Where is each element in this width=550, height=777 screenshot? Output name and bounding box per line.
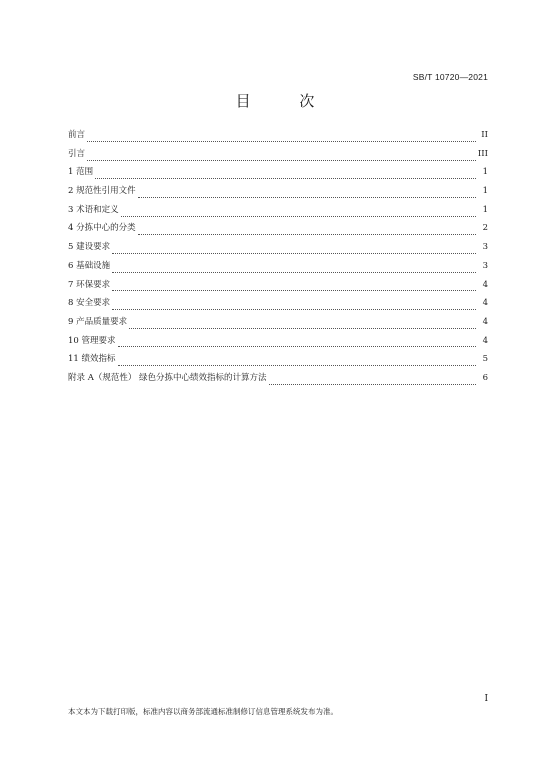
toc-entry-page: II bbox=[481, 130, 488, 140]
toc-leader-dots bbox=[138, 228, 476, 235]
toc-leader-dots bbox=[112, 284, 476, 291]
toc-entry-label: 引言 bbox=[68, 148, 86, 159]
toc-entry-label: 7 环保要求 bbox=[68, 279, 111, 290]
toc-entry-label: 3 术语和定义 bbox=[68, 204, 119, 215]
page-title: 目 次 bbox=[235, 92, 337, 110]
toc-leader-dots bbox=[87, 154, 476, 161]
toc-entry-page: 1 bbox=[482, 167, 488, 178]
toc-entry-label: 附录 A（规范性） 绿色分拣中心绩效指标的计算方法 bbox=[68, 372, 267, 383]
toc-entry-label: 前言 bbox=[68, 130, 86, 140]
toc-entry-page: 3 bbox=[482, 242, 488, 253]
toc-entry-page: 3 bbox=[482, 260, 488, 271]
toc-entry-page: 4 bbox=[482, 298, 488, 309]
toc-entry[interactable] bbox=[68, 371, 488, 390]
toc-leader-dots bbox=[112, 303, 476, 310]
toc-leader-dots bbox=[118, 359, 476, 366]
toc-entry[interactable] bbox=[68, 221, 488, 240]
toc-entry[interactable] bbox=[68, 259, 488, 278]
toc-entry[interactable] bbox=[68, 278, 488, 297]
toc-entry-page: 1 bbox=[482, 186, 488, 197]
toc-leader-dots bbox=[112, 266, 476, 273]
toc-entry[interactable] bbox=[68, 240, 488, 259]
toc-entry-page: 1 bbox=[482, 204, 488, 215]
toc-entry-page: III bbox=[477, 148, 488, 159]
toc-entry-label: 2 规范性引用文件 bbox=[68, 186, 136, 197]
toc-leader-dots bbox=[112, 247, 476, 254]
standard-code: SB/T 10720—2021 bbox=[412, 72, 488, 82]
toc-entry-label: 10 管理要求 bbox=[68, 335, 116, 346]
toc-entry[interactable] bbox=[68, 296, 488, 315]
toc-entry-label: 5 建设要求 bbox=[68, 242, 111, 253]
toc-entry-page: 6 bbox=[482, 372, 488, 383]
toc-leader-dots bbox=[138, 191, 476, 198]
page-number: I bbox=[484, 694, 488, 704]
toc-entry-label: 11 绩效指标 bbox=[68, 354, 116, 365]
toc-leader-dots bbox=[118, 340, 476, 347]
toc-entry[interactable] bbox=[68, 203, 488, 222]
footer-note: 本文本为下载打印版，标准内容以商务部流通标准制修订信息管理系统发布为准。 bbox=[68, 707, 338, 716]
toc-entry[interactable] bbox=[68, 165, 488, 184]
toc-leader-dots bbox=[129, 322, 476, 329]
toc-entry[interactable] bbox=[68, 334, 488, 353]
toc-entry-page: 4 bbox=[482, 335, 488, 346]
toc-entry-page: 4 bbox=[482, 279, 488, 290]
toc-entry-page: 2 bbox=[482, 223, 488, 234]
toc-entry-page: 4 bbox=[482, 316, 488, 327]
table-of-contents bbox=[68, 128, 488, 390]
toc-leader-dots bbox=[87, 135, 476, 142]
toc-entry[interactable] bbox=[68, 315, 488, 334]
toc-entry[interactable] bbox=[68, 352, 488, 371]
toc-entry-page: 5 bbox=[482, 354, 488, 365]
toc-entry[interactable] bbox=[68, 184, 488, 203]
toc-entry-label: 8 安全要求 bbox=[68, 298, 111, 309]
toc-entry[interactable] bbox=[68, 147, 488, 166]
toc-entry-label: 6 基础设施 bbox=[68, 260, 111, 271]
toc-entry-label: 9 产品质量要求 bbox=[68, 316, 128, 327]
toc-entry-label: 1 范围 bbox=[68, 167, 94, 178]
toc-leader-dots bbox=[269, 378, 476, 385]
toc-leader-dots bbox=[95, 172, 476, 179]
toc-entry[interactable] bbox=[68, 128, 488, 147]
toc-entry-label: 4 分拣中心的分类 bbox=[68, 223, 136, 234]
toc-leader-dots bbox=[121, 210, 476, 217]
